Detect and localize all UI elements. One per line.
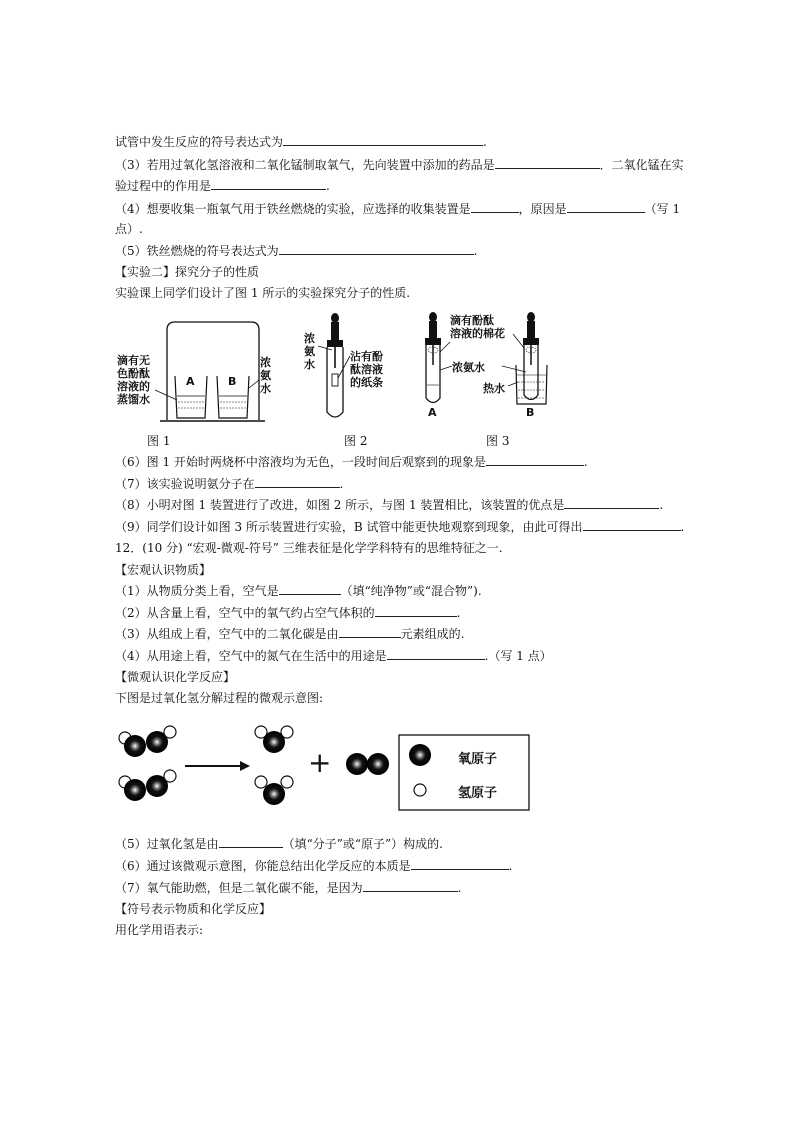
tube-b-label: B: [526, 406, 535, 419]
macro-q2: （2）从含量上看，空气中的氧气约占空气体积的 .: [115, 606, 461, 620]
answer-blank[interactable]: [219, 836, 283, 848]
micro-q5: （5）过氧化氢是由 （填“分子”或“原子”）构成的.: [115, 837, 443, 851]
fig2-right-label: 沾有酚 酞溶液 的纸条: [350, 350, 383, 389]
tube-a-label: A: [428, 406, 437, 419]
legend-oxygen: 氧原子: [458, 752, 498, 767]
question-12-heading: 12．(10 分) “宏观-微观-符号” 三维表征是化学学科特有的思维特征之一.: [115, 541, 503, 555]
answer-blank[interactable]: [411, 858, 509, 870]
answer-blank[interactable]: [567, 201, 645, 213]
answer-blank[interactable]: [279, 243, 474, 255]
answer-blank[interactable]: [583, 519, 681, 531]
answer-blank[interactable]: [211, 178, 326, 190]
answer-blank[interactable]: [283, 134, 483, 146]
question-6: （6）图 1 开始时两烧杯中溶液均为无色，一段时间后观察到的现象是 .: [115, 455, 588, 469]
section-micro: 【微观认识化学反应】: [115, 670, 236, 684]
answer-blank[interactable]: [387, 648, 485, 660]
answer-blank[interactable]: [486, 454, 584, 466]
answer-blank[interactable]: [363, 880, 458, 892]
section-symbols: 【符号表示物质和化学反应】: [115, 902, 272, 916]
beaker-b-label: B: [228, 375, 237, 388]
question-9: （9）同学们设计如图 3 所示装置进行实验，B 试管中能更快地观察到现象，由此可得出 .: [115, 520, 685, 534]
fig3-hotwater-label: 热水: [483, 382, 505, 395]
question-4-cont: 点）.: [115, 222, 143, 236]
beaker-a-label: A: [186, 375, 195, 388]
micro-q7: （7）氧气能助燃，但是二氧化碳不能，是因为 .: [115, 881, 462, 895]
figure-2-caption: 图 2: [344, 434, 368, 448]
figure-1: [115, 318, 285, 428]
answer-blank[interactable]: [495, 157, 600, 169]
micro-intro: 下图是过氧化氢分解过程的微观示意图:: [115, 691, 324, 705]
fig1-left-label: 滴有无 色酚酞 溶液的 蒸馏水: [117, 354, 150, 406]
question-5: （5）铁丝燃烧的符号表达式为 .: [115, 244, 478, 258]
answer-blank[interactable]: [375, 605, 457, 617]
symbols-intro: 用化学用语表示:: [115, 923, 204, 937]
section-macro: 【宏观认识物质】: [115, 563, 212, 577]
question-8: （8）小明对图 1 装置进行了改进，如图 2 所示，与图 1 装置相比，该装置的优点是 .: [115, 498, 664, 512]
fig1-right-label: 浓 氨 水: [260, 356, 271, 395]
experiment-2-intro: 实验课上同学们设计了图 1 所示的实验探究分子的性质.: [115, 286, 411, 300]
question-4: （4）想要收集一瓶氧气用于铁丝燃烧的实验，应选择的收集装置是 ，原因是 （写 1: [115, 202, 681, 216]
question-7: （7）该实验说明氨分子在 .: [115, 477, 344, 491]
question-3: （3）若用过氧化氢溶液和二氧化锰制取氧气，先向装置中添加的药品是 ．二氧化锰在实: [115, 158, 684, 172]
fig3-ammonia-label: 浓氨水: [452, 361, 485, 374]
macro-q4: （4）从用途上看，空气中的氮气在生活中的用途是 .（写 1 点）: [115, 649, 552, 663]
figure-1-caption: 图 1: [147, 434, 171, 448]
answer-blank[interactable]: [339, 626, 401, 638]
line-reaction-expression: 试管中发生反应的符号表达式为 .: [115, 135, 487, 149]
question-3-cont: 验过程中的作用是 .: [115, 179, 330, 193]
macro-q3: （3）从组成上看，空气中的二氧化碳是由 元素组成的.: [115, 627, 465, 641]
figure-3: [418, 310, 568, 420]
macro-q1: （1）从物质分类上看，空气是 （填“纯净物”或“混合物”).: [115, 584, 482, 598]
fig2-left-label: 浓 氨 水: [304, 332, 315, 371]
answer-blank[interactable]: [255, 476, 340, 488]
micro-diagram: [115, 718, 535, 818]
section-experiment-2: 【实验二】探究分子的性质: [115, 265, 260, 279]
answer-blank[interactable]: [471, 201, 519, 213]
answer-blank[interactable]: [564, 497, 659, 509]
figure-2: [300, 312, 400, 424]
figure-3-caption: 图 3: [486, 434, 510, 448]
plus-sign: +: [308, 746, 332, 779]
legend-hydrogen: 氢原子: [458, 786, 498, 801]
micro-q6: （6）通过该微观示意图，你能总结出化学反应的本质是 .: [115, 859, 513, 873]
fig3-top-label: 滴有酚酞 溶液的棉花: [450, 314, 505, 340]
answer-blank[interactable]: [279, 583, 341, 595]
